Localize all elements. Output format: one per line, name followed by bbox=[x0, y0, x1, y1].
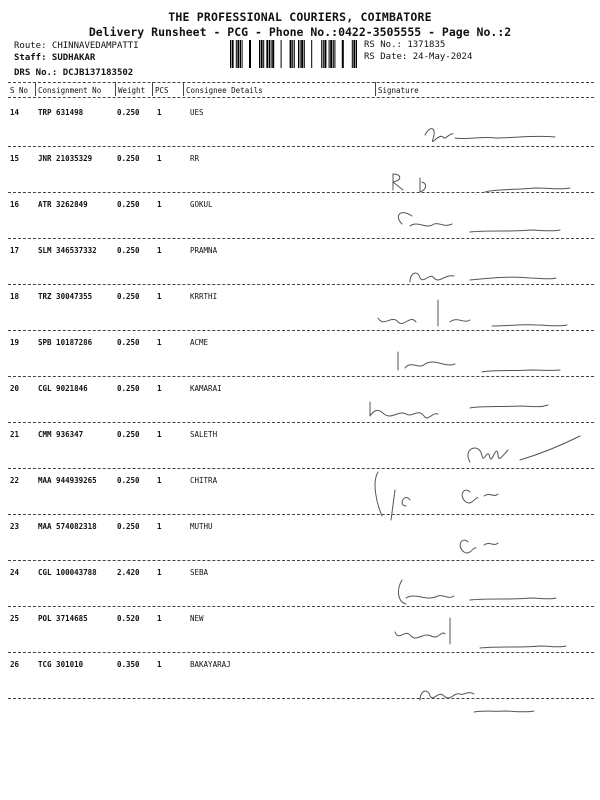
cell-sno: 17 bbox=[10, 246, 20, 255]
row-separator bbox=[8, 422, 594, 423]
cell-weight: 0.350 bbox=[117, 660, 140, 669]
row-separator bbox=[8, 330, 594, 331]
row-separator bbox=[8, 468, 594, 469]
cell-weight: 0.250 bbox=[117, 246, 140, 255]
staff-label: Staff: SUDHAKAR bbox=[14, 53, 96, 63]
cell-sno: 18 bbox=[10, 292, 20, 301]
column-divider bbox=[115, 82, 116, 96]
cell-consignee: KAMARAI bbox=[190, 384, 222, 393]
runsheet-subtitle: Delivery Runsheet - PCG - Phone No.:0422-3505555 - Page No.:2 bbox=[88, 25, 512, 39]
cell-weight: 0.250 bbox=[117, 384, 140, 393]
cell-consignment: TRP 631498 bbox=[38, 108, 84, 117]
signature-scribble bbox=[378, 300, 567, 326]
cell-sno: 19 bbox=[10, 338, 20, 347]
header-bottom-rule bbox=[8, 97, 594, 98]
row-separator bbox=[8, 192, 594, 193]
signature-scribble bbox=[375, 472, 498, 520]
cell-consignment: ATR 3262849 bbox=[38, 200, 88, 209]
cell-consignment: MAA 944939265 bbox=[38, 476, 97, 485]
column-divider bbox=[35, 82, 36, 96]
cell-pcs: 1 bbox=[157, 476, 162, 485]
cell-weight: 2.420 bbox=[117, 568, 140, 577]
rs-number: RS No.: 1371835 bbox=[364, 40, 446, 50]
row-separator bbox=[8, 146, 594, 147]
cell-weight: 0.250 bbox=[117, 154, 140, 163]
cell-consignment: SPB 10187286 bbox=[38, 338, 93, 347]
signature-scribble bbox=[398, 352, 560, 372]
cell-sno: 24 bbox=[10, 568, 20, 577]
row-separator bbox=[8, 284, 594, 285]
cell-pcs: 1 bbox=[157, 246, 162, 255]
cell-consignee: SALETH bbox=[190, 430, 218, 439]
cell-consignee: GOKUL bbox=[190, 200, 213, 209]
cell-consignment: TRZ 30047355 bbox=[38, 292, 93, 301]
signature-scribble bbox=[370, 402, 548, 418]
signature-scribble bbox=[395, 618, 566, 648]
cell-pcs: 1 bbox=[157, 200, 162, 209]
row-separator bbox=[8, 606, 594, 607]
cell-weight: 0.250 bbox=[117, 108, 140, 117]
header-consignment: Consignment No bbox=[38, 86, 102, 95]
header-pcs: PCS bbox=[155, 86, 169, 95]
cell-weight: 0.250 bbox=[117, 338, 140, 347]
row-separator bbox=[8, 652, 594, 653]
column-divider bbox=[152, 82, 153, 96]
cell-consignment: TCG 301010 bbox=[38, 660, 84, 669]
signature-scribble bbox=[410, 273, 556, 282]
cell-pcs: 1 bbox=[157, 430, 162, 439]
cell-consignment: POL 3714685 bbox=[38, 614, 88, 623]
row-separator bbox=[8, 698, 594, 699]
signature-scribble bbox=[393, 174, 570, 192]
cell-sno: 25 bbox=[10, 614, 20, 623]
signature-scribble bbox=[425, 129, 555, 142]
cell-consignment: CMM 936347 bbox=[38, 430, 84, 439]
row-separator bbox=[8, 514, 594, 515]
cell-consignment: SLM 346537332 bbox=[38, 246, 97, 255]
cell-consignment: CGL 100043788 bbox=[38, 568, 97, 577]
cell-consignee: SEBA bbox=[190, 568, 209, 577]
column-divider bbox=[375, 82, 376, 96]
signature-scribble bbox=[460, 540, 498, 553]
signature-scribble bbox=[398, 213, 560, 232]
cell-consignment: JNR 21035329 bbox=[38, 154, 93, 163]
cell-weight: 0.250 bbox=[117, 430, 140, 439]
row-separator bbox=[8, 376, 594, 377]
header-top-rule bbox=[8, 82, 594, 83]
cell-consignee: CHITRA bbox=[190, 476, 218, 485]
cell-consignee: RR bbox=[190, 154, 200, 163]
cell-pcs: 1 bbox=[157, 522, 162, 531]
cell-weight: 0.250 bbox=[117, 292, 140, 301]
cell-consignee: BAKAYARAJ bbox=[190, 660, 231, 669]
cell-sno: 23 bbox=[10, 522, 20, 531]
cell-pcs: 1 bbox=[157, 154, 162, 163]
cell-consignee: MUTHU bbox=[190, 522, 213, 531]
signature-scribble bbox=[468, 436, 580, 462]
cell-sno: 16 bbox=[10, 200, 20, 209]
route-label: Route: CHINNAVEDAMPATTI bbox=[14, 41, 139, 51]
cell-pcs: 1 bbox=[157, 292, 162, 301]
cell-consignee: ACME bbox=[190, 338, 209, 347]
cell-pcs: 1 bbox=[157, 338, 162, 347]
header-signature: Signature bbox=[378, 86, 419, 95]
drs-number: DRS No.: DCJB137183502 bbox=[14, 68, 134, 78]
cell-pcs: 1 bbox=[157, 614, 162, 623]
cell-sno: 14 bbox=[10, 108, 20, 117]
cell-weight: 0.250 bbox=[117, 522, 140, 531]
row-separator bbox=[8, 238, 594, 239]
cell-consignment: CGL 9021846 bbox=[38, 384, 88, 393]
cell-pcs: 1 bbox=[157, 384, 162, 393]
signature-scribble bbox=[399, 580, 556, 604]
cell-pcs: 1 bbox=[157, 108, 162, 117]
cell-consignment: MAA 574082318 bbox=[38, 522, 97, 531]
cell-sno: 20 bbox=[10, 384, 20, 393]
rs-date: RS Date: 24-May-2024 bbox=[364, 52, 473, 62]
cell-sno: 26 bbox=[10, 660, 20, 669]
row-separator bbox=[8, 560, 594, 561]
cell-weight: 0.250 bbox=[117, 200, 140, 209]
runsheet-title: THE PROFESSIONAL COURIERS, COIMBATORE bbox=[168, 10, 432, 24]
cell-weight: 0.250 bbox=[117, 476, 140, 485]
cell-sno: 15 bbox=[10, 154, 20, 163]
cell-pcs: 1 bbox=[157, 660, 162, 669]
cell-consignee: KRRTHI bbox=[190, 292, 218, 301]
cell-weight: 0.520 bbox=[117, 614, 140, 623]
cell-pcs: 1 bbox=[157, 568, 162, 577]
cell-sno: 21 bbox=[10, 430, 20, 439]
header-sno: S No bbox=[10, 86, 29, 95]
signature-scribble bbox=[420, 691, 534, 712]
cell-consignee: PRAMNA bbox=[190, 246, 218, 255]
column-divider bbox=[183, 82, 184, 96]
barcode-icon bbox=[230, 40, 358, 68]
header-consignee: Consignee Details bbox=[186, 86, 263, 95]
cell-sno: 22 bbox=[10, 476, 20, 485]
cell-consignee: NEW bbox=[190, 614, 204, 623]
cell-consignee: UES bbox=[190, 108, 204, 117]
header-weight: Weight bbox=[118, 86, 146, 95]
